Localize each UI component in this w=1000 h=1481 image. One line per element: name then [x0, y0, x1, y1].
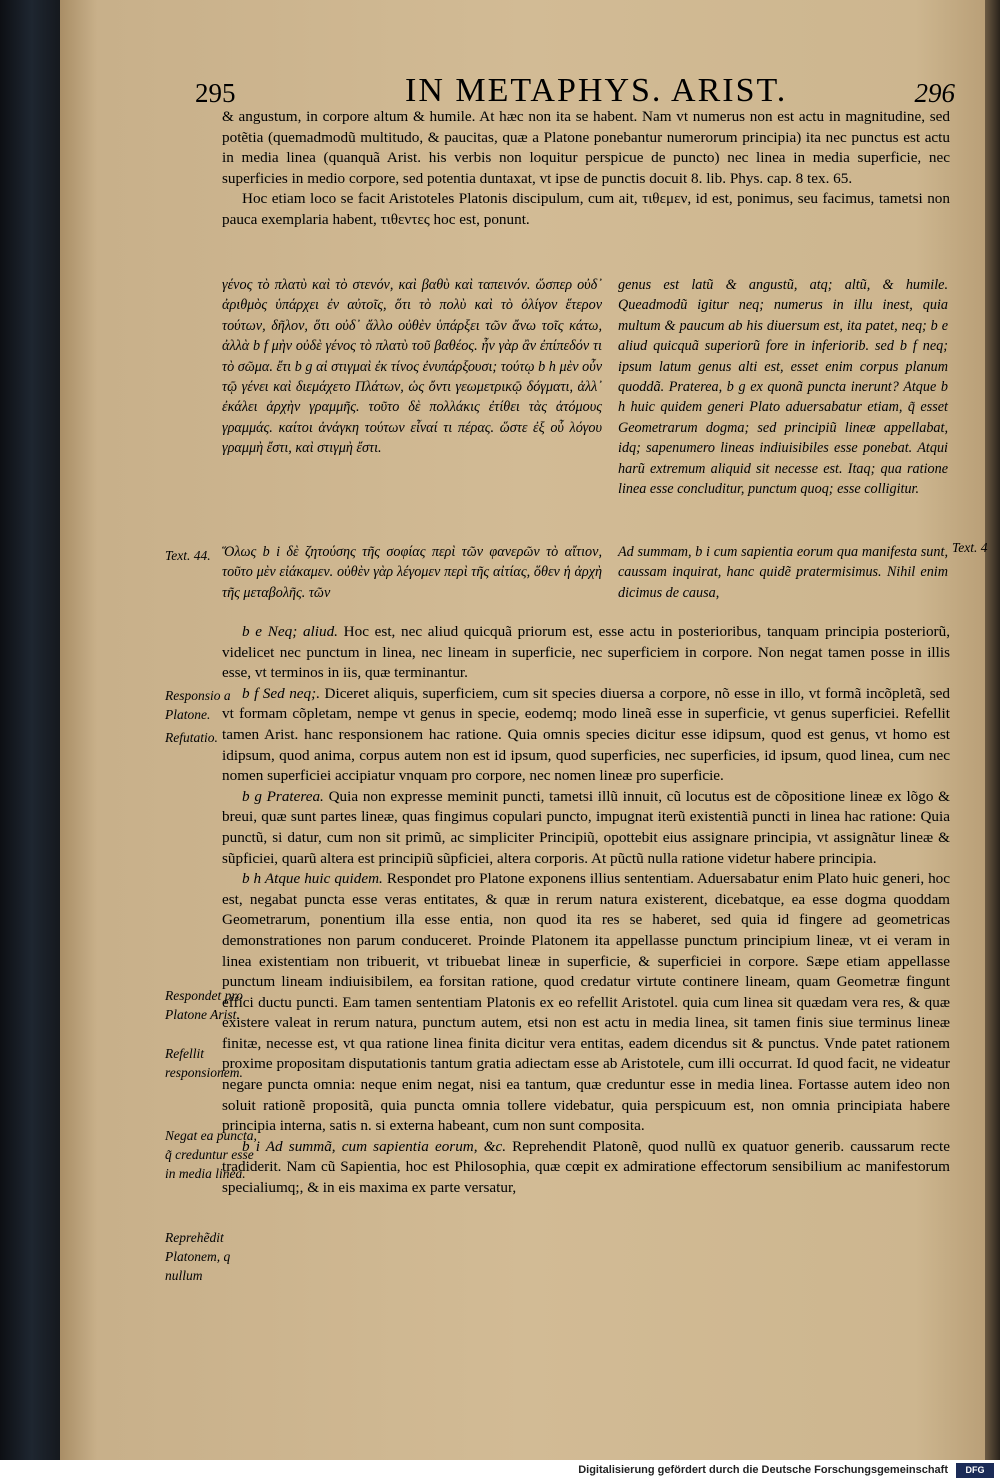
running-title: IN METAPHYS. ARIST.	[405, 72, 788, 109]
lemma: b f Sed neq;.	[242, 684, 320, 702]
commentary-text: Reprehendit Platonẽ, quod nullũ ex quatuor generib. caussarum recte tradiderit. Nam cũ Sapientia, hoc est Philosophia, quæ cœpit ex admiratione effectorum sensibilium ac manifestorum specialiumq;, & in eis maxima ex parte versatur,	[222, 1137, 950, 1197]
digitization-footer	[0, 1460, 1000, 1481]
margin-note-refellit: Refellit responsionem.	[165, 1046, 243, 1080]
commentary-paragraph-be	[222, 622, 950, 684]
margin-note-respondet: Respondet pro Platone Arist.	[165, 988, 243, 1022]
commentary-paragraph-bf	[222, 684, 950, 787]
commentary-paragraph-bh	[222, 869, 950, 1137]
dfg-logo: DFG	[956, 1463, 994, 1478]
margin-note-responsio: Responsio a Platone.	[165, 688, 231, 722]
commentary-paragraph: Hoc etiam loco se facit Aristoteles Platonis discipulum, cum ait, τιθεμεν, id est, ponimus, seu facimus, tametsi non pauca exemplaria habent, τιθεντες hoc est, ponunt.	[222, 190, 950, 228]
lemma: b e Neq; aliud.	[242, 623, 338, 640]
main-commentary	[222, 622, 950, 1199]
margin-note-refutatio: Refutatio.	[165, 730, 218, 745]
lemma: b g Praterea.	[242, 787, 324, 805]
lemma: b h Atque huic quidem.	[242, 870, 383, 888]
margin-text-number-left: Text. 44.	[165, 548, 211, 563]
commentary-text: Hoc est, nec aliud quicquã priorum est, esse actu in posterioribus, tanquam principia posteriorũ, videlicet nec punctum in linea, nec lineam in superficie, nec superficiem in corpore. Non negat tamen posse in illis esse, vt terminos in iis, quæ terminantur.	[222, 623, 950, 682]
funding-credit: Digitalisierung gefördert durch die Deutsche Forschungsgemeinschaft	[578, 1464, 948, 1476]
page-number-left: 295	[195, 78, 236, 108]
commentary-text: Quia non expresse meminit puncti, tametsi illũ innuit, cũ locutus est de cõpositione lineæ ex lõgo & breui, quæ sunt partes lineæ, quas fingimus copulari puncto, impugnat iterũ existentiã puncti in linea hac ratione: Quia punctũ, si datur, cum non sit primũ, ac simpliciter Principiũ, opottebit eius assignare principia, vt assignãtur lineæ & sũpficiei, quarũ altera est principiũ sũpficiei, altera corporis. At pũctũ nulla ratione videtur habere principia.	[222, 787, 950, 867]
commentary-paragraph-bg	[222, 787, 950, 869]
latin-translation-44: Ad summam, b i cum sapientia eorum qua manifesta sunt, caussam inquirat, hanc quidẽ pratermisimus. Nihil enim dicimus de causa,	[618, 544, 948, 601]
latin-translation-column: genus est latũ & angustũ, atq; altũ, & humile. Queadmodũ igitur neq; numerus in illu inest, quia multum & paucum ab his diuersum est, ita patet, neq; b e aliud quicquã superiorũ fore in inferiorib. sed b f neq; ipsum latum genus alti est, esset enim corpus planum quoddã. Praterea, b g ex quonã puncta inerunt? Atque b h huic quidem generi Plato aduersabatur etiam, q̃ esset Geometrarum dogma; sed principiũ lineæ appellabat, idq; sapenumero lineas indiuisibiles esse ponebat. Atqui harũ extremum aliquid sit necesse est. Itaq; qua ratione linea esse concluditur, punctum quoq; esse colligitur.	[618, 277, 948, 498]
page-number-right: 296	[914, 78, 955, 108]
top-commentary	[222, 107, 950, 231]
commentary-text: Respondet pro Platone exponens illius sententiam. Aduersabatur enim Plato huic generi, hoc est, negabat puncta esse veras entitates, & quæ in rerum natura existerent, dicebatque, ea esse dogma quoddam Geometrarum, ponentium illa esse entia, non quod ita res se haberet, sed quia id fingere ad geometricas demonstrationes non parum conduceret. Proinde Platonem ita appellasse punctum principium lineæ, vt ei veram in linea existentiam non tribuerit, vt tribuebat lineæ in superficie, & superficiei in corpore. Sæpe etiam appellasse punctum lineam indiuisibilem, ea forsitan ratione, quod credatur virtute continere lineam, quam Geometræ fingunt effici ductu puncti. Eam tamen sententiam Platonis ex eo refellit Aristotel. quia cum linea sit quædam vera res, & quæ existere valeat in rerum natura, punctum autem, etsi non est actu in media linea, sit tamen finis siue terminus lineæ finitæ, necesse est, vt qua ratione linea finita dicitur vera entitas, eadem dicendus sit & punctus. Vnde patet rationem proxime propositam disputationis tantum gratia adiectam esse ab Aristotele, cum illi occurrat. Id quod facit, ne videatur negare puncta omnia: neque enim negat, nisi ea tantum, quæ creduntur esse in media linea. Fortasse autem ideo non soluit rationẽ propositã, quia puncta omnia tollere videbatur, quia perspicuum est, non omnia principiata habere principia interna, satis n. si externa habeant, cum non sunt composita.	[222, 870, 951, 1135]
commentary-text: Diceret aliquis, superficiem, cum sit species diuersa a corpore, nõ esse in illo, vt formã incõpletã, sed vt formam cõpletam, nempe vt genus in specie, eodemq; modo lineã esse in superficie, vt genus superficiei. Refellit tamen Arist. hanc responsionem hac ratione. Quia omnis species dicitur esse idipsum, quod est genus, vt homo est idipsum, quod anima, corpus autem non est id ipsum, quod superficies, nec superficies, id ipsum, quod linea, cum nec nomen superficiei accipiatur vnquam pro corpore, nec nomen lineæ pro superficie.	[222, 684, 951, 785]
commentary-paragraph-bi	[222, 1137, 950, 1199]
page-edge-shadow	[985, 0, 1000, 1460]
margin-text-number-right: Text. 4	[952, 540, 988, 555]
margin-note-negat: Negat ea puncta, q̃ creduntur esse in media linea.	[165, 1128, 257, 1181]
commentary-paragraph: & angustum, in corpore altum & humile. At hæc non ita se habent. Nam vt numerus non est actu in magnitudine, sed potẽtia (quemadmodũ multitudo, & paucitas, quæ a Platone ponebantur numerorum principia) ita nec punctus est actu in media linea (quanquã Arist. his verbis non loquitur perspicue de puncto) nec linea in media superficie, nec superficies in medio corpore, sed potentia duntaxat, vt ipse de punctis docuit 8. lib. Phys. cap. 8 tex. 65.	[222, 108, 950, 187]
greek-text-44: Ὅλως b i δὲ ζητούσης τῆς σοφίας περὶ τῶν φανερῶν τὸ αἴτιον, τοῦτο μὲν εἰάκαμεν. οὐθὲν γὰρ λέγομεν περὶ τῆς αἰτίας, ὅθεν ἡ ἀρχὴ τῆς μεταβολῆς. τῶν	[222, 544, 602, 601]
lemma: b i Ad summã, cum sapientia eorum, &c.	[242, 1137, 507, 1155]
greek-text-column: γένος τὸ πλατὺ καὶ τὸ στενόν, καὶ βαθὺ καὶ ταπεινόν. ὥσπερ οὐδ᾽ ἀριθμὸς ὑπάρχει ἐν αὐτοῖς, ὅτι τὸ πολὺ καὶ τὸ ὀλίγον ἕτερον τούτων, δῆλον, ὅτι οὐδ᾽ ἄλλο οὐθὲν ὑπάρξει τῶν ἄνω τοῖς κάτω, ἀλλὰ b f μὴν οὐδὲ γένος τὸ πλατὺ τοῦ βαθέος. ἦν γὰρ ἂν ἐπίπεδόν τι τὸ σῶμα. ἔτι b g αἱ στιγμαὶ ἐκ τίνος ἐνυπάρξουσι; τούτῳ b h μὲν οὖν τῷ γένει καὶ διεμάχετο Πλάτων, ὡς ὄντι γεωμετρικῷ δόγματι, ἀλλ᾽ ἐκάλει ἀρχὴν γραμμῆς. τοῦτο δὲ πολλάκις ἐτίθει τὰς ἀτόμους γραμμάς. καίτοι ἀνάγκη τούτων εἶναί τι πέρας. ὥστε ἐξ οὗ λόγου γραμμὴ ἔστι, καὶ στιγμὴ ἔστι.	[222, 277, 602, 457]
margin-note-reprehendit: Reprehẽdit Platonem, q nullum	[165, 1230, 231, 1283]
